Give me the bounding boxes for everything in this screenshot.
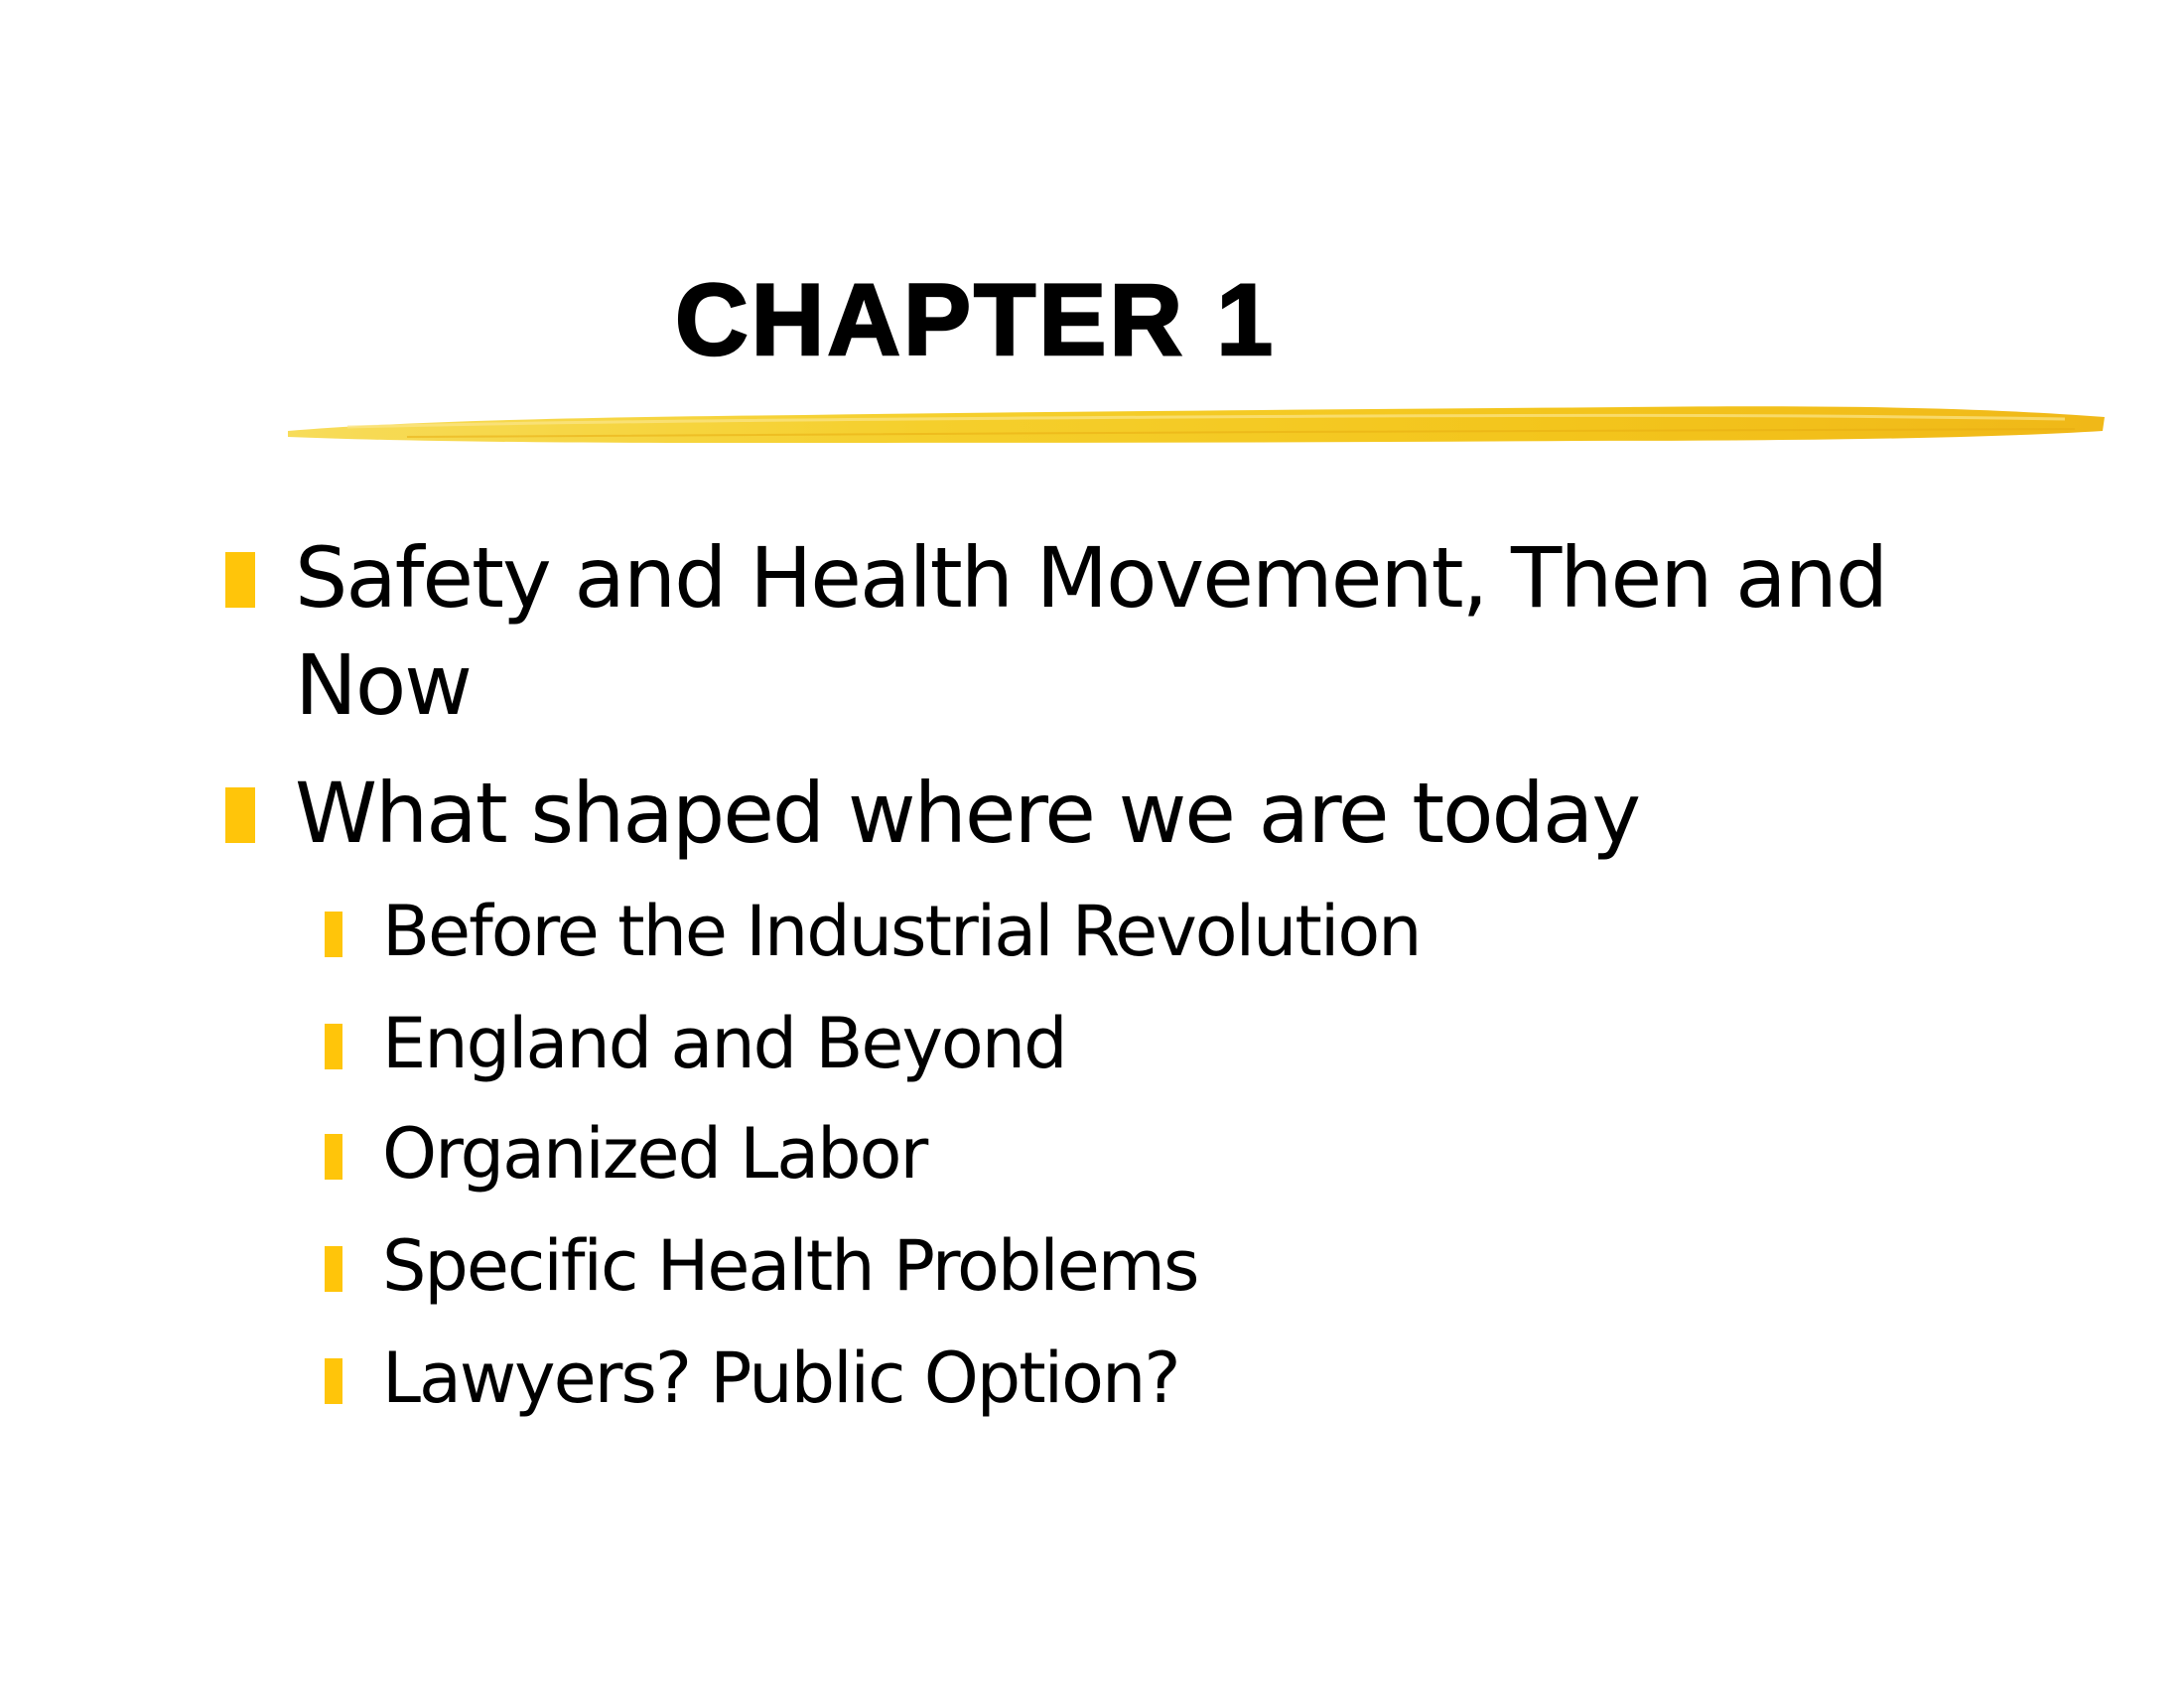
bullet-text: Safety and Health Movement, Then and bbox=[295, 529, 1887, 627]
bullet-marker bbox=[225, 552, 255, 608]
sub-bullet-text: England and Beyond bbox=[382, 1003, 1066, 1084]
bullet-marker bbox=[225, 787, 255, 843]
sub-bullet-text: Specific Health Problems bbox=[382, 1225, 1198, 1307]
sub-bullet-text: Before the Industrial Revolution bbox=[382, 891, 1421, 972]
bullet-text: What shaped where we are today bbox=[295, 765, 1640, 862]
title-underline-brush-stroke bbox=[288, 387, 2105, 467]
sub-bullet-text: Lawyers? Public Option? bbox=[382, 1337, 1179, 1419]
sub-bullet-text: Organized Labor bbox=[382, 1113, 927, 1195]
slide-title: CHAPTER 1 bbox=[675, 263, 1277, 376]
sub-bullet-marker bbox=[325, 1358, 342, 1404]
sub-bullet-marker bbox=[325, 1024, 342, 1069]
bullet-text-continuation: Now bbox=[295, 636, 471, 734]
sub-bullet-marker bbox=[325, 912, 342, 957]
sub-bullet-marker bbox=[325, 1134, 342, 1180]
sub-bullet-marker bbox=[325, 1246, 342, 1292]
